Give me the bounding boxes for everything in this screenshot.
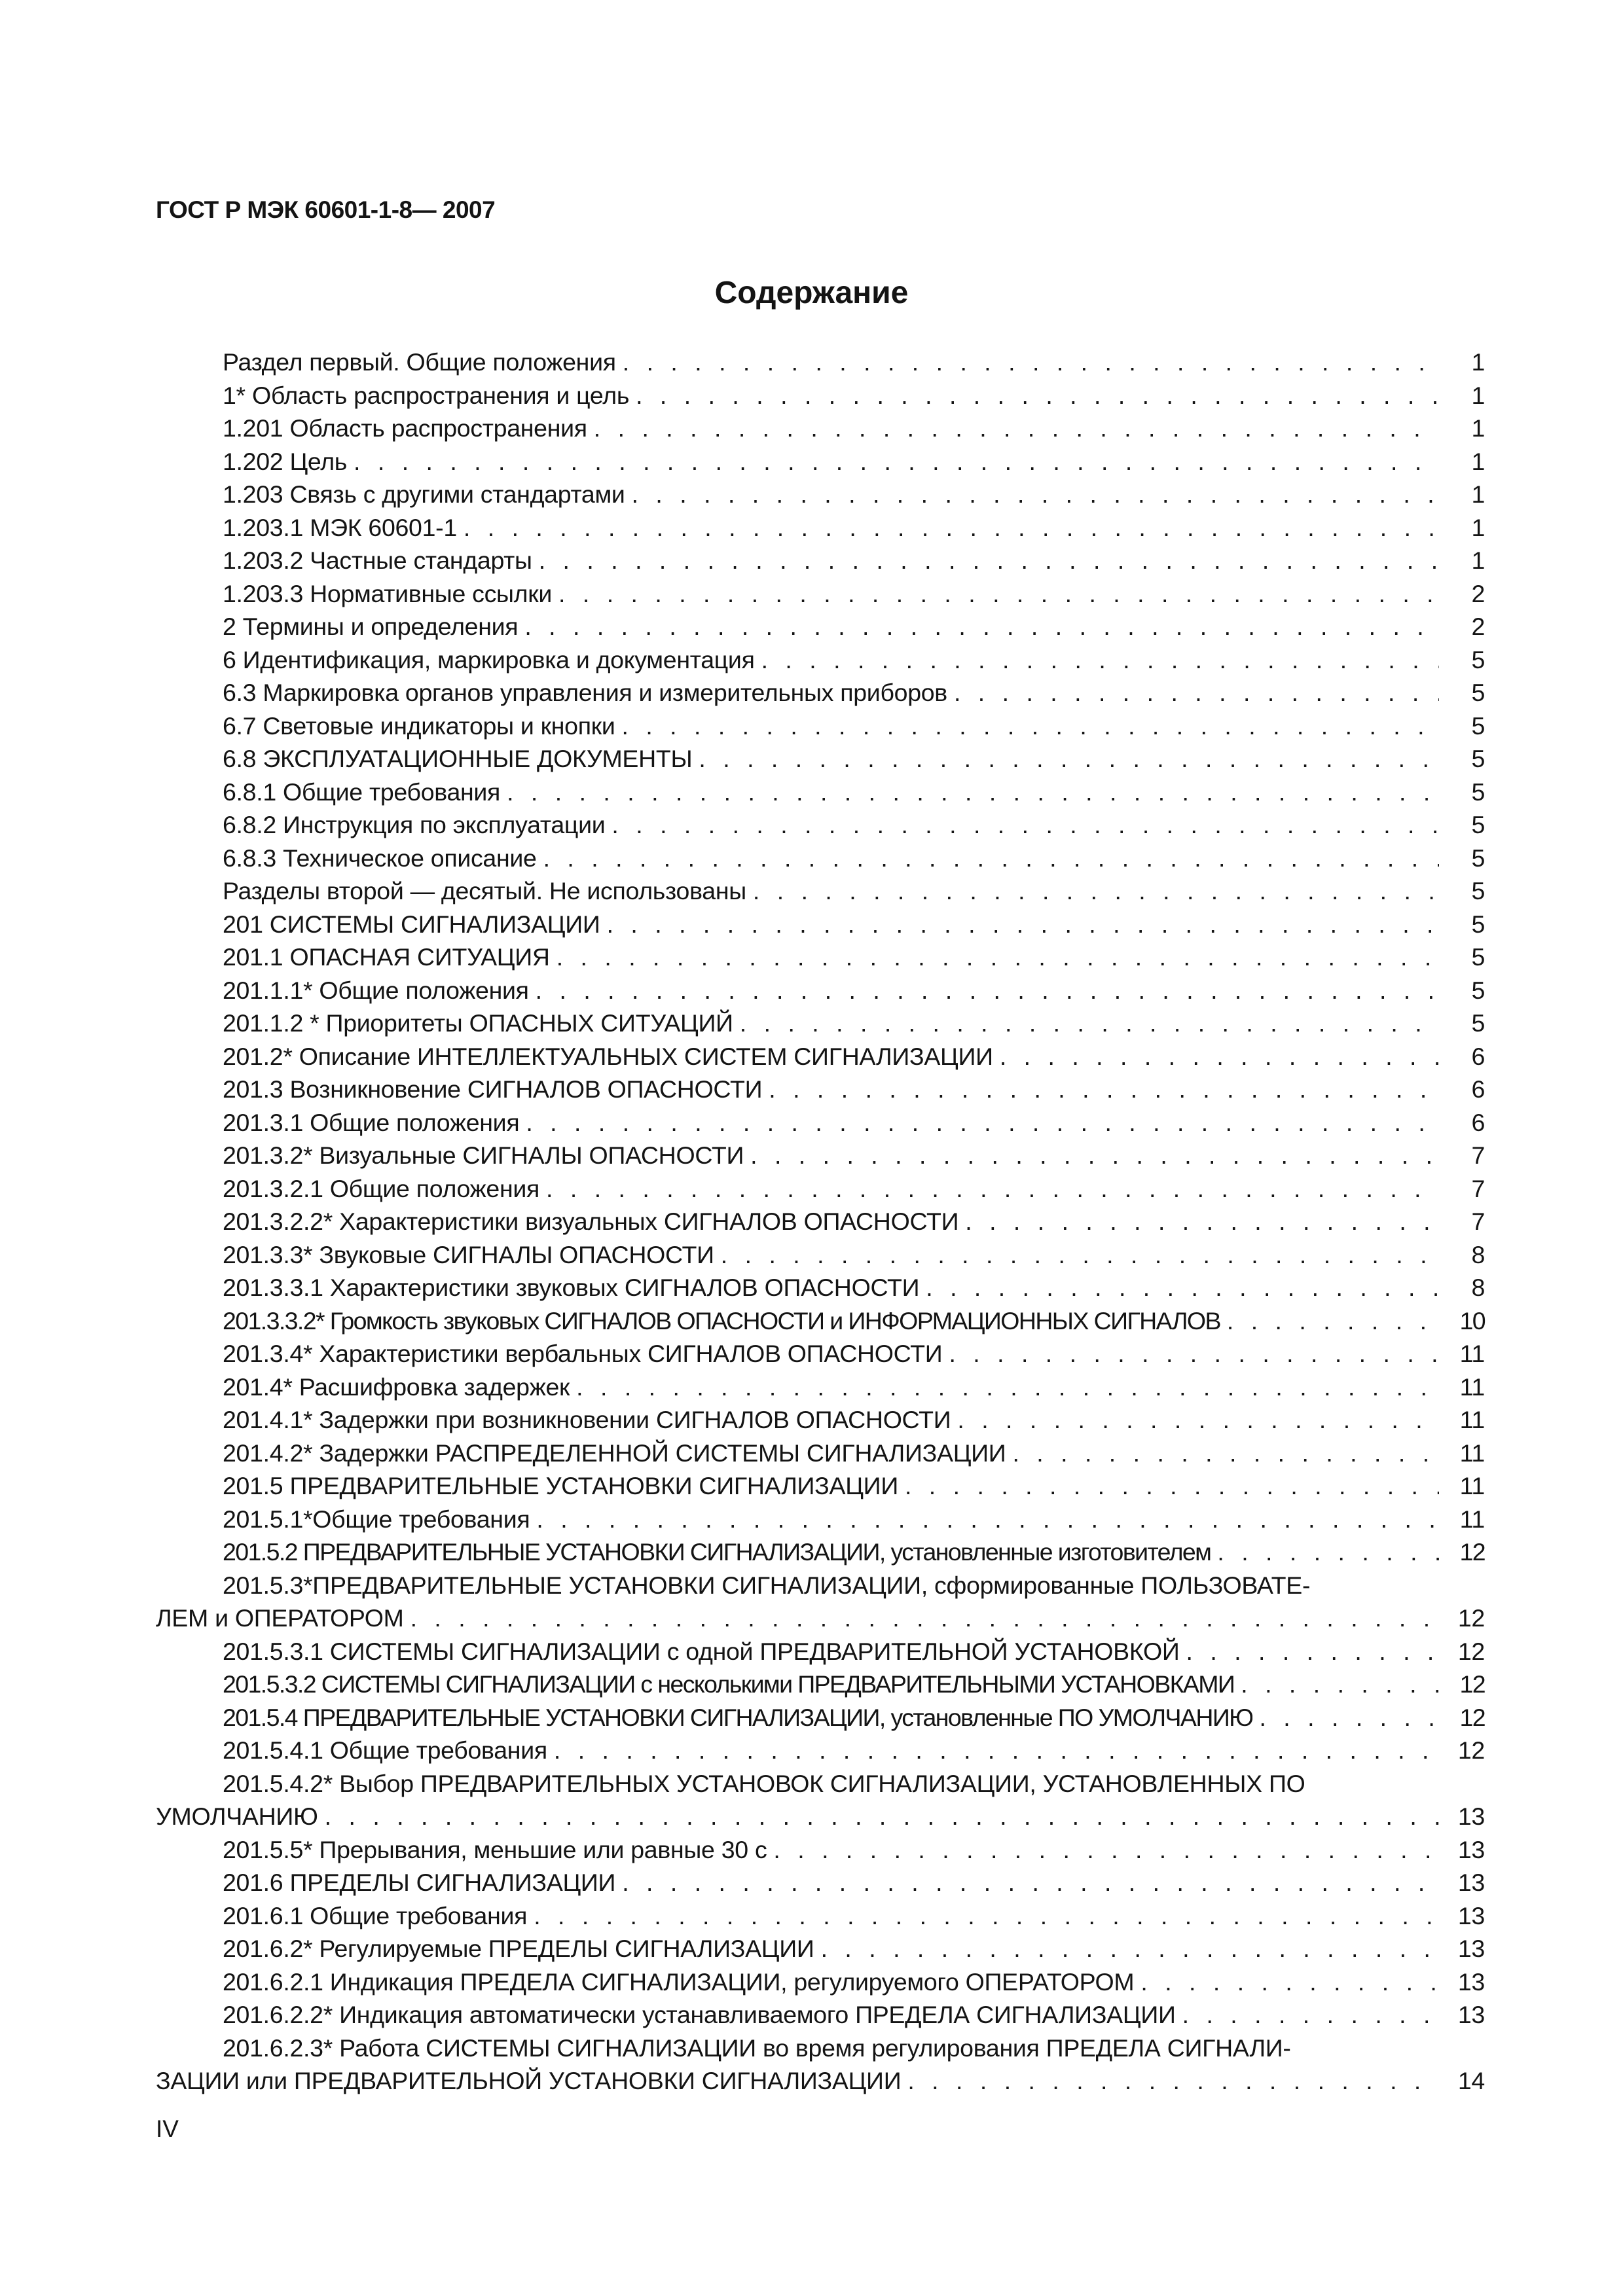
toc-entry-page: 6 xyxy=(1471,1042,1485,1070)
dot-leader xyxy=(958,1205,1439,1238)
toc-entry-page: 1 xyxy=(1471,348,1485,376)
toc-entry xyxy=(156,941,1485,974)
toc-entry xyxy=(156,1932,1485,1965)
toc-entry-page: 13 xyxy=(1457,2001,1485,2028)
dot-leader xyxy=(570,1371,1439,1404)
toc-entry-title-continued: ЛЕМ и ОПЕРАТОРОМ xyxy=(156,1604,404,1632)
toc-entry-page: 14 xyxy=(1457,2067,1485,2094)
toc-entry-title: 201.6.2* Регулируемые ПРЕДЕЛЫ СИГНАЛИЗАЦИИ xyxy=(223,1935,814,1962)
toc-entry-page: 12 xyxy=(1459,1703,1485,1731)
dot-leader xyxy=(1211,1535,1439,1569)
toc-entry-title: Разделы второй — десятый. Не использованы xyxy=(223,877,746,905)
dot-leader xyxy=(1180,1635,1439,1668)
toc-entry-page: 12 xyxy=(1459,1538,1485,1566)
toc-entry xyxy=(156,1371,1485,1404)
toc-entry-page: 5 xyxy=(1471,976,1485,1004)
toc-entry xyxy=(156,1271,1485,1304)
dot-leader xyxy=(901,2064,1439,2098)
toc-entry xyxy=(156,1569,1485,1635)
toc-entry xyxy=(156,1106,1485,1139)
dot-leader xyxy=(527,1899,1439,1933)
toc-entry-page: 13 xyxy=(1457,1803,1485,1830)
toc-entry-title: 201.3.2.1 Общие положения xyxy=(223,1174,540,1202)
dot-leader xyxy=(537,842,1439,875)
toc-entry-page: 13 xyxy=(1457,1967,1485,1996)
toc-entry xyxy=(156,445,1485,478)
toc-entry-title: 201.6.1 Общие требования xyxy=(223,1901,528,1929)
toc-entry-title: 201.3.3.1 Характеристики звуковых СИГНАЛОВ ОПАСНОСТИ xyxy=(223,1274,920,1301)
toc-entry-title: 201.5.3.1 СИСТЕМЫ СИГНАЛИЗАЦИИ с одной ПРЕДВАРИТЕЛЬНОЙ УСТАНОВКОЙ xyxy=(223,1637,1180,1665)
toc-entry-title: 201.6.2.2* Индикация автоматически устанавливаемого ПРЕДЕЛА СИГНАЛИЗАЦИИ xyxy=(223,2001,1176,2028)
toc-entry-page: 1 xyxy=(1471,480,1485,508)
toc-entry-title: 201.6 ПРЕДЕЛЫ СИГНАЛИЗАЦИИ xyxy=(223,1869,616,1896)
dot-leader xyxy=(530,1503,1439,1536)
toc-entry-title: 2 Термины и определения xyxy=(223,613,519,640)
dot-leader xyxy=(404,1602,1439,1635)
toc-entry-page: 11 xyxy=(1459,1406,1485,1433)
toc-entry-page: 5 xyxy=(1471,943,1485,971)
toc-entry-title: 201.5.1*Общие требования xyxy=(223,1505,530,1533)
toc-entry xyxy=(156,1734,1485,1767)
toc-entry-title: 201.5.5* Прерывания, меньшие или равные 30 с xyxy=(223,1835,767,1863)
dot-leader xyxy=(714,1238,1439,1272)
toc-entry-page: 13 xyxy=(1457,1901,1485,1929)
toc-entry-page: 5 xyxy=(1471,711,1485,740)
toc-entry xyxy=(156,379,1485,412)
dot-leader xyxy=(951,1403,1439,1437)
toc-entry-page: 11 xyxy=(1459,1505,1485,1533)
toc-entry xyxy=(156,874,1485,908)
toc-entry-page: 11 xyxy=(1459,1340,1485,1367)
toc-entry-page: 1 xyxy=(1471,513,1485,541)
dot-leader xyxy=(898,1469,1439,1503)
toc-entry-page: 5 xyxy=(1471,910,1485,938)
toc-entry xyxy=(156,1403,1485,1437)
toc-entry xyxy=(156,1767,1485,1833)
toc-entry-title: 201.4.1* Задержки при возникновении СИГНАЛОВ ОПАСНОСТИ xyxy=(223,1406,951,1433)
toc-entry-page: 10 xyxy=(1459,1306,1485,1335)
toc-entry-title: 201.5.3.2 СИСТЕМЫ СИГНАЛИЗАЦИИ с несколькими ПРЕДВАРИТЕЛЬНЫМИ УСТАНОВКАМИ xyxy=(223,1670,1235,1698)
toc-entry-title: 201.3.3.2* Громкость звуковых СИГНАЛОВ ОПАСНОСТИ и ИНФОРМАЦИОННЫХ СИГНАЛОВ xyxy=(223,1306,1220,1335)
toc-entry-title: 201.3.2* Визуальные СИГНАЛЫ ОПАСНОСТИ xyxy=(223,1141,744,1169)
toc-entry-title: 1.203.3 Нормативные ссылки xyxy=(223,579,553,607)
toc-entry xyxy=(156,412,1485,445)
toc-entry xyxy=(156,1899,1485,1933)
toc-entry-page: 12 xyxy=(1457,1604,1485,1632)
dot-leader xyxy=(532,544,1439,577)
toc-entry-title: 201.5.3*ПРЕДВАРИТЕЛЬНЫЕ УСТАНОВКИ СИГНАЛИЗАЦИИ, сформированные ПОЛЬЗОВАТЕ- xyxy=(223,1571,1311,1599)
toc-entry-title: 6 Идентификация, маркировка и документация xyxy=(223,645,755,673)
dot-leader xyxy=(547,1734,1439,1767)
toc-entry-title: 201.6.2.1 Индикация ПРЕДЕЛА СИГНАЛИЗАЦИИ, регулируемого ОПЕРАТОРОМ xyxy=(223,1967,1135,1996)
toc-entry xyxy=(156,1437,1485,1470)
dot-leader xyxy=(1220,1304,1439,1338)
toc-entry-page: 1 xyxy=(1471,447,1485,475)
toc-entry-page: 12 xyxy=(1457,1736,1485,1764)
toc-entry-title: 1.202 Цель xyxy=(223,447,348,475)
toc-entry-title: 201.5.4.2* Выбор ПРЕДВАРИТЕЛЬНЫХ УСТАНОВОК СИГНАЛИЗАЦИИ, УСТАНОВЛЕННЫХ ПО xyxy=(223,1769,1305,1797)
dot-leader xyxy=(625,478,1439,511)
toc-entry-page: 5 xyxy=(1471,645,1485,673)
toc-entry xyxy=(156,676,1485,709)
dot-leader xyxy=(615,1866,1439,1899)
toc-entry-title: 1* Область распространения и цель xyxy=(223,381,630,409)
dot-leader xyxy=(733,1007,1439,1040)
dot-leader xyxy=(814,1932,1439,1965)
toc-entry-page: 5 xyxy=(1471,778,1485,806)
toc-entry-title: 201 СИСТЕМЫ СИГНАЛИЗАЦИИ xyxy=(223,910,600,938)
toc-entry-page: 1 xyxy=(1471,381,1485,409)
toc-entry-page: 13 xyxy=(1457,1869,1485,1896)
dot-leader xyxy=(919,1271,1439,1304)
dot-leader xyxy=(629,379,1439,412)
toc-entry xyxy=(156,1635,1485,1668)
toc-entry-page: 7 xyxy=(1471,1208,1485,1235)
toc-entry-page: 7 xyxy=(1471,1174,1485,1202)
toc-entry-title: 6.8.3 Техническое описание xyxy=(223,844,537,872)
dot-leader xyxy=(616,346,1439,379)
toc-entry-title: 201.3.1 Общие положения xyxy=(223,1108,520,1136)
dot-leader xyxy=(1006,1437,1439,1470)
toc-entry xyxy=(156,808,1485,842)
toc-entry-title: 201.5.4 ПРЕДВАРИТЕЛЬНЫЕ УСТАНОВКИ СИГНАЛИЗАЦИИ, установленные ПО УМОЛЧАНИЮ xyxy=(223,1703,1253,1731)
toc-entry-page: 7 xyxy=(1471,1141,1485,1169)
toc-entry-page: 5 xyxy=(1471,745,1485,772)
page-number: IV xyxy=(156,2115,179,2142)
dot-leader xyxy=(767,1833,1439,1867)
toc-entry-page: 11 xyxy=(1459,1472,1485,1499)
toc-entry-page: 11 xyxy=(1459,1439,1485,1467)
toc-entry-title: 1.203.1 МЭК 60601-1 xyxy=(223,513,457,541)
dot-leader xyxy=(1234,1668,1439,1701)
toc-entry-title: 201.1 ОПАСНАЯ СИТУАЦИЯ xyxy=(223,943,550,971)
toc-entry xyxy=(156,1965,1485,1999)
toc-entry-page: 13 xyxy=(1457,1835,1485,1863)
toc-entry-page: 12 xyxy=(1457,1637,1485,1665)
toc-entry xyxy=(156,1238,1485,1272)
toc-entry-title: 6.8 ЭКСПЛУАТАЦИОННЫЕ ДОКУМЕНТЫ xyxy=(223,745,693,772)
table-of-contents xyxy=(156,346,1485,2098)
dot-leader xyxy=(318,1800,1439,1833)
toc-entry-title: 201.2* Описание ИНТЕЛЛЕКТУАЛЬНЫХ СИСТЕМ СИГНАЛИЗАЦИИ xyxy=(223,1042,993,1070)
toc-entry-title: 201.1.1* Общие положения xyxy=(223,976,529,1004)
toc-entry-page: 5 xyxy=(1471,679,1485,706)
toc-entry-page: 13 xyxy=(1457,1935,1485,1962)
toc-entry xyxy=(156,1503,1485,1536)
toc-entry xyxy=(156,478,1485,511)
toc-entry-title: 6.8.1 Общие требования xyxy=(223,778,501,806)
toc-entry-page: 1 xyxy=(1471,547,1485,574)
toc-entry-title: 6.3 Маркировка органов управления и измерительных приборов xyxy=(223,679,947,706)
toc-entry-title: 1.201 Область распространения xyxy=(223,414,587,442)
toc-entry xyxy=(156,2032,1485,2098)
dot-leader xyxy=(605,808,1439,842)
toc-entry-page: 12 xyxy=(1459,1670,1485,1698)
dot-leader xyxy=(552,577,1439,611)
toc-entry-page: 11 xyxy=(1459,1372,1485,1401)
toc-entry-page: 1 xyxy=(1471,414,1485,442)
toc-entry-title: 201.6.2.3* Работа СИСТЕМЫ СИГНАЛИЗАЦИИ во время регулирования ПРЕДЕЛА СИГНАЛИ- xyxy=(223,2034,1291,2062)
toc-entry-title: 201.5.2 ПРЕДВАРИТЕЛЬНЫЕ УСТАНОВКИ СИГНАЛИЗАЦИИ, установленные изготовителем xyxy=(223,1538,1211,1566)
dot-leader xyxy=(942,1337,1439,1371)
document-header: ГОСТ Р МЭК 60601-1-8— 2007 xyxy=(156,196,496,223)
dot-leader xyxy=(1252,1701,1439,1734)
toc-entry xyxy=(156,842,1485,875)
toc-entry-page: 5 xyxy=(1471,877,1485,905)
toc-entry-page: 8 xyxy=(1471,1240,1485,1268)
toc-entry-page: 2 xyxy=(1471,579,1485,607)
toc-entry-page: 5 xyxy=(1471,844,1485,872)
toc-entry-title: 201.4* Расшифровка задержек xyxy=(223,1372,570,1401)
toc-entry xyxy=(156,776,1485,809)
toc-entry xyxy=(156,1701,1485,1734)
toc-entry xyxy=(156,1205,1485,1238)
dot-leader xyxy=(587,412,1439,445)
toc-entry-title: 6.8.2 Инструкция по эксплуатации xyxy=(223,811,606,838)
toc-entry-title: 201.3.2.2* Характеристики визуальных СИГНАЛОВ ОПАСНОСТИ xyxy=(223,1208,959,1235)
toc-entry xyxy=(156,577,1485,611)
toc-entry xyxy=(156,908,1485,941)
page-title: Содержание xyxy=(714,276,909,310)
dot-leader xyxy=(744,1139,1439,1172)
toc-entry xyxy=(156,1866,1485,1899)
dot-leader xyxy=(529,974,1439,1007)
toc-entry xyxy=(156,544,1485,577)
dot-leader xyxy=(500,776,1439,809)
toc-entry-title: 201.3.4* Характеристики вербальных СИГНАЛОВ ОПАСНОСТИ xyxy=(223,1340,943,1367)
dot-leader xyxy=(519,1106,1439,1139)
dot-leader xyxy=(457,511,1439,545)
dot-leader xyxy=(615,709,1439,743)
toc-entry xyxy=(156,1833,1485,1867)
toc-entry-page: 2 xyxy=(1471,613,1485,640)
dot-leader xyxy=(550,941,1439,974)
toc-entry xyxy=(156,1007,1485,1040)
toc-entry-title: 6.7 Световые индикаторы и кнопки xyxy=(223,711,615,740)
toc-entry xyxy=(156,346,1485,379)
toc-entry xyxy=(156,742,1485,776)
toc-entry-page: 8 xyxy=(1471,1274,1485,1301)
dot-leader xyxy=(1134,1965,1439,1999)
dot-leader xyxy=(347,445,1439,478)
toc-entry-page: 5 xyxy=(1471,1009,1485,1037)
toc-entry xyxy=(156,1469,1485,1503)
dot-leader xyxy=(762,1073,1439,1106)
toc-entry xyxy=(156,974,1485,1007)
dot-leader xyxy=(539,1172,1439,1206)
toc-entry xyxy=(156,1040,1485,1073)
toc-entry-page: 6 xyxy=(1471,1108,1485,1136)
dot-leader xyxy=(746,874,1439,908)
toc-entry-page: 5 xyxy=(1471,811,1485,838)
toc-entry-page: 6 xyxy=(1471,1075,1485,1103)
toc-entry-title: 201.5 ПРЕДВАРИТЕЛЬНЫЕ УСТАНОВКИ СИГНАЛИЗАЦИИ xyxy=(223,1472,898,1499)
toc-entry xyxy=(156,1073,1485,1106)
dot-leader xyxy=(1176,1998,1439,2032)
dot-leader xyxy=(600,908,1439,941)
toc-entry xyxy=(156,1172,1485,1206)
toc-entry xyxy=(156,1304,1485,1338)
toc-entry-title: 201.5.4.1 Общие требования xyxy=(223,1736,547,1764)
toc-entry xyxy=(156,1535,1485,1569)
toc-entry-title: Раздел первый. Общие положения xyxy=(223,348,616,376)
toc-entry xyxy=(156,709,1485,743)
toc-entry xyxy=(156,1139,1485,1172)
dot-leader xyxy=(993,1040,1439,1073)
toc-entry-title-continued: УМОЛЧАНИЮ xyxy=(156,1803,318,1830)
toc-entry xyxy=(156,511,1485,545)
toc-entry-title-continued: ЗАЦИИ или ПРЕДВАРИТЕЛЬНОЙ УСТАНОВКИ СИГНАЛИЗАЦИИ xyxy=(156,2067,902,2094)
dot-leader xyxy=(518,610,1439,643)
toc-entry xyxy=(156,1337,1485,1371)
toc-entry-title: 1.203 Связь с другими стандартами xyxy=(223,480,625,508)
toc-entry xyxy=(156,1668,1485,1701)
toc-entry-title: 201.3 Возникновение СИГНАЛОВ ОПАСНОСТИ xyxy=(223,1075,763,1103)
dot-leader xyxy=(755,643,1439,677)
dot-leader xyxy=(692,742,1439,776)
toc-entry-title: 1.203.2 Частные стандарты xyxy=(223,547,532,574)
dot-leader xyxy=(947,676,1439,709)
toc-entry xyxy=(156,610,1485,643)
toc-entry xyxy=(156,1998,1485,2032)
toc-entry-title: 201.3.3* Звуковые СИГНАЛЫ ОПАСНОСТИ xyxy=(223,1240,714,1268)
toc-entry-title: 201.1.2 * Приоритеты ОПАСНЫХ СИТУАЦИЙ xyxy=(223,1009,733,1037)
toc-entry-title: 201.4.2* Задержки РАСПРЕДЕЛЕННОЙ СИСТЕМЫ СИГНАЛИЗАЦИИ xyxy=(223,1439,1006,1467)
toc-entry xyxy=(156,643,1485,677)
